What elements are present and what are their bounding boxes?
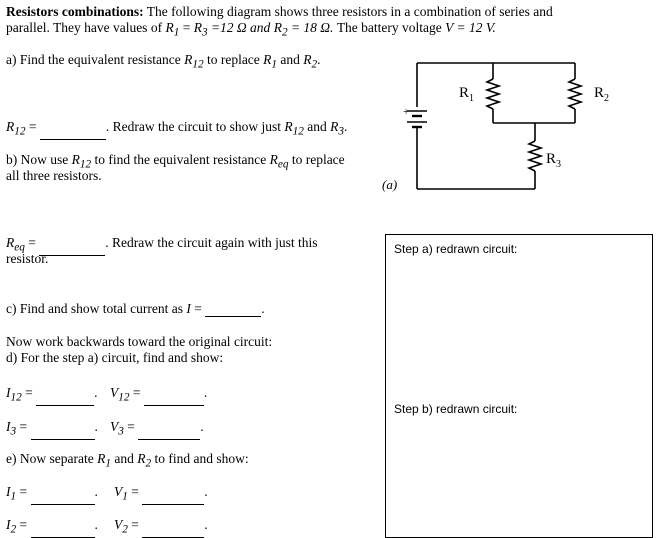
v12-answer-blank[interactable] bbox=[144, 392, 204, 406]
i12-row: $I_{12}$ = . bbox=[6, 385, 98, 404]
i2-row: $I_2$ = . bbox=[6, 517, 98, 536]
i2-answer-blank[interactable] bbox=[31, 524, 95, 538]
part-b-answer-2: resistor. bbox=[6, 251, 49, 266]
answer-box[interactable] bbox=[385, 234, 653, 538]
v12-row: $V_{12}$ = . bbox=[110, 385, 208, 404]
part-a-question: a) Find the equivalent resistance $R_{12}$ to replace $R_1$ and $R_2$. bbox=[6, 52, 321, 71]
resistor-r3-icon bbox=[529, 141, 541, 171]
v3-row: $V_3$ = . bbox=[110, 419, 204, 438]
part-b-question: b) Now use $R_{12}$ to find the equivalent resistance $R_{eq}$ to replace bbox=[6, 152, 345, 171]
part-b-answer: $R_{eq}$ = . Redraw the circuit again with just this bbox=[6, 235, 318, 254]
part-a-answer: $R_{12}$ = . Redraw the circuit to show just $R_{12}$ and $R_3$. bbox=[6, 119, 348, 138]
part-d-intro: Now work backwards toward the original circuit: bbox=[6, 334, 273, 349]
intro-line-2: parallel. They have values of $R_1 = R_3 =12$ Ω and $R_2 = 18$ Ω. The battery voltage V = 12 V. bbox=[6, 20, 496, 39]
label-r3: $R_3$ bbox=[546, 151, 562, 170]
v3-answer-blank[interactable] bbox=[138, 426, 200, 440]
part-c-question: c) Find and show total current as I = . bbox=[6, 301, 265, 316]
intro-line-1 bbox=[6, 4, 553, 20]
req-answer-blank[interactable] bbox=[39, 242, 105, 256]
circuit-diagram bbox=[375, 55, 650, 200]
i1-row: $I_1$ = . bbox=[6, 484, 98, 503]
step-a-label: Step a) redrawn circuit: bbox=[394, 242, 518, 256]
battery-icon bbox=[407, 111, 427, 133]
intro-heading: Resistors combinations: bbox=[6, 4, 144, 19]
r12-answer-blank[interactable] bbox=[40, 126, 106, 140]
current-answer-blank[interactable] bbox=[205, 303, 261, 317]
label-r1: $R_1$ bbox=[459, 85, 475, 104]
v2-answer-blank[interactable] bbox=[142, 524, 204, 538]
part-d-question: d) For the step a) circuit, find and show: bbox=[6, 350, 224, 365]
intro-text-1: The following diagram shows three resistors in a combination of series and bbox=[146, 4, 553, 19]
diagram-caption: (a) bbox=[382, 177, 398, 192]
i3-row: $I_3$ = . bbox=[6, 419, 98, 438]
v2-row: $V_2$ = . bbox=[114, 517, 208, 536]
i3-answer-blank[interactable] bbox=[31, 426, 95, 440]
i12-answer-blank[interactable] bbox=[36, 392, 94, 406]
label-r2: $R_2$ bbox=[594, 85, 610, 104]
v1-row: $V_1$ = . bbox=[114, 484, 208, 503]
resistor-r2-icon bbox=[569, 79, 581, 109]
part-b-question-2: all three resistors. bbox=[6, 168, 102, 183]
step-b-label: Step b) redrawn circuit: bbox=[394, 402, 518, 416]
v1-answer-blank[interactable] bbox=[142, 491, 204, 505]
resistor-r1-icon bbox=[487, 79, 499, 109]
i1-answer-blank[interactable] bbox=[31, 491, 95, 505]
battery-plus-label: + bbox=[403, 106, 410, 118]
part-e-question: e) Now separate $R_1$ and $R_2$ to find and show: bbox=[6, 451, 249, 470]
